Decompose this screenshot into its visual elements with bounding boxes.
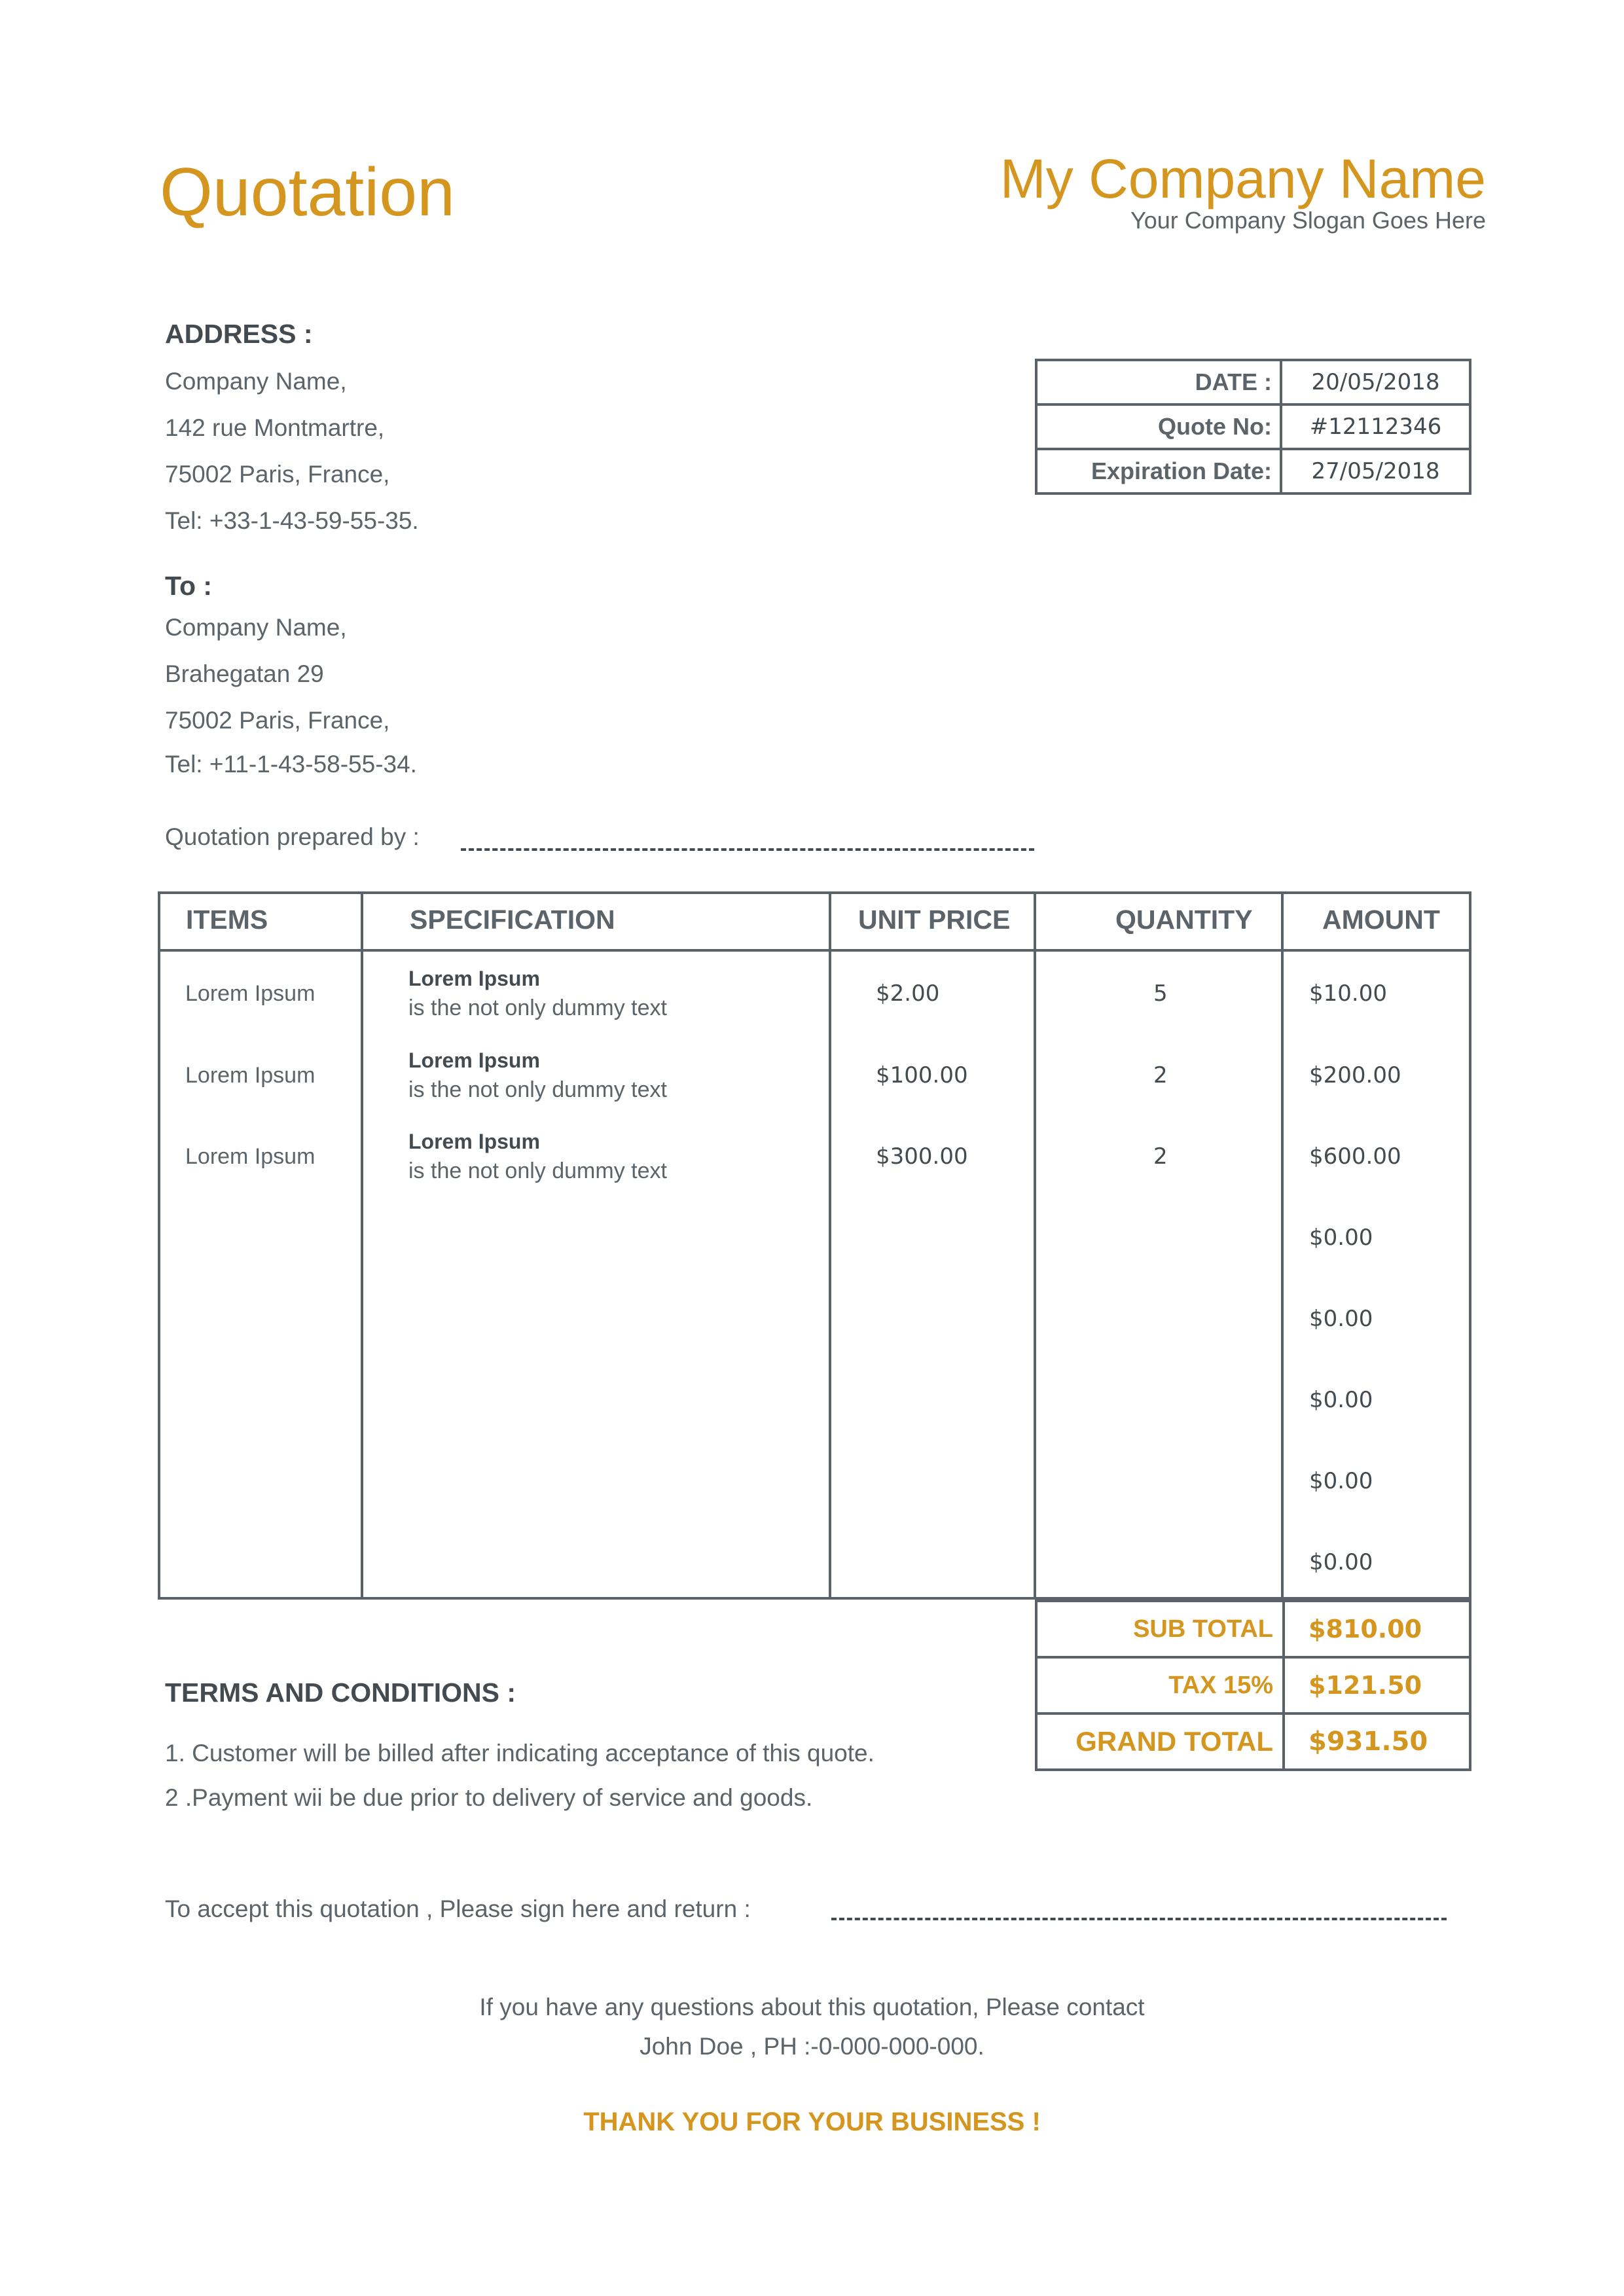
row-spec-title: Lorem Ipsum	[408, 1130, 540, 1153]
row-quantity: 2	[1153, 1062, 1168, 1088]
row-spec-desc: is the not only dummy text	[408, 1158, 667, 1183]
row-unit-price: $2.00	[876, 980, 940, 1007]
quote-no-value: #12112346	[1281, 404, 1470, 449]
expiration-date-label: Expiration Date:	[1036, 449, 1281, 493]
expiration-date-value: 27/05/2018	[1281, 449, 1470, 493]
from-address-line: Company Name,	[165, 368, 347, 395]
header-divider	[158, 949, 1471, 952]
prepared-by-signature-line[interactable]	[461, 848, 1034, 851]
document-title: Quotation	[160, 154, 455, 230]
column-divider	[1281, 891, 1284, 1600]
column-header-quantity: QUANTITY	[1115, 905, 1253, 935]
row-item: Lorem Ipsum	[185, 1144, 316, 1169]
terms-heading: TERMS AND CONDITIONS :	[165, 1677, 516, 1708]
column-header-specification: SPECIFICATION	[410, 905, 615, 935]
row-amount: $10.00	[1309, 980, 1387, 1007]
to-heading: To :	[165, 571, 213, 601]
company-slogan: Your Company Slogan Goes Here	[1130, 207, 1486, 234]
contact-line: If you have any questions about this quotation, Please contact	[479, 1994, 1145, 2020]
acceptance-signature-line[interactable]	[831, 1918, 1447, 1920]
row-quantity: 5	[1153, 980, 1168, 1007]
date-value: 20/05/2018	[1281, 360, 1470, 404]
contact-line: John Doe , PH :-0-000-000-000.	[640, 2033, 984, 2060]
accept-label: To accept this quotation , Please sign here and return :	[165, 1895, 751, 1922]
row-unit-price: $300.00	[876, 1143, 968, 1170]
quote-no-label: Quote No:	[1036, 404, 1281, 449]
terms-line: 2 .Payment wii be due prior to delivery of service and goods.	[165, 1784, 813, 1811]
terms-line: 1. Customer will be billed after indicating acceptance of this quote.	[165, 1740, 875, 1767]
to-address-line: Brahegatan 29	[165, 660, 324, 687]
to-address-line: Tel: +11-1-43-58-55-34.	[165, 751, 417, 778]
row-amount: $0.00	[1309, 1549, 1373, 1575]
date-label: DATE :	[1036, 360, 1281, 404]
row-item: Lorem Ipsum	[185, 1063, 316, 1088]
to-address-line: Company Name,	[165, 614, 347, 641]
items-table	[158, 891, 1471, 1600]
row-amount: $200.00	[1309, 1062, 1401, 1088]
row-item: Lorem Ipsum	[185, 981, 316, 1006]
from-address-line: Tel: +33-1-43-59-55-35.	[165, 507, 419, 534]
from-address-line: 142 rue Montmartre,	[165, 414, 385, 441]
row-spec-title: Lorem Ipsum	[408, 967, 540, 990]
subtotal-value: $810.00	[1284, 1601, 1470, 1657]
totals-table	[1035, 1600, 1471, 1771]
company-name: My Company Name	[1000, 148, 1486, 209]
grand-total-label: GRAND TOTAL	[1036, 1713, 1284, 1770]
row-spec-desc: is the not only dummy text	[408, 996, 667, 1020]
thank-you-message: THANK YOU FOR YOUR BUSINESS !	[583, 2108, 1041, 2136]
tax-label: TAX 15%	[1036, 1657, 1284, 1713]
column-divider	[361, 891, 363, 1600]
column-divider	[1034, 891, 1036, 1600]
address-heading: ADDRESS :	[165, 319, 313, 349]
row-quantity: 2	[1153, 1143, 1168, 1170]
row-amount: $0.00	[1309, 1225, 1373, 1251]
row-spec-desc: is the not only dummy text	[408, 1077, 667, 1102]
column-header-unit-price: UNIT PRICE	[858, 905, 1011, 935]
column-divider	[829, 891, 831, 1600]
row-unit-price: $100.00	[876, 1062, 968, 1088]
row-spec-title: Lorem Ipsum	[408, 1049, 540, 1072]
row-amount: $0.00	[1309, 1468, 1373, 1494]
subtotal-label: SUB TOTAL	[1036, 1601, 1284, 1657]
row-amount: $600.00	[1309, 1143, 1401, 1170]
from-address-line: 75002 Paris, France,	[165, 461, 390, 488]
row-amount: $0.00	[1309, 1306, 1373, 1332]
tax-value: $121.50	[1284, 1657, 1470, 1713]
to-address-line: 75002 Paris, France,	[165, 707, 390, 734]
quote-meta-table	[1035, 359, 1471, 495]
prepared-by-label: Quotation prepared by :	[165, 823, 420, 850]
column-header-amount: AMOUNT	[1322, 905, 1440, 935]
row-amount: $0.00	[1309, 1387, 1373, 1413]
grand-total-value: $931.50	[1284, 1713, 1470, 1770]
column-header-items: ITEMS	[186, 905, 268, 935]
